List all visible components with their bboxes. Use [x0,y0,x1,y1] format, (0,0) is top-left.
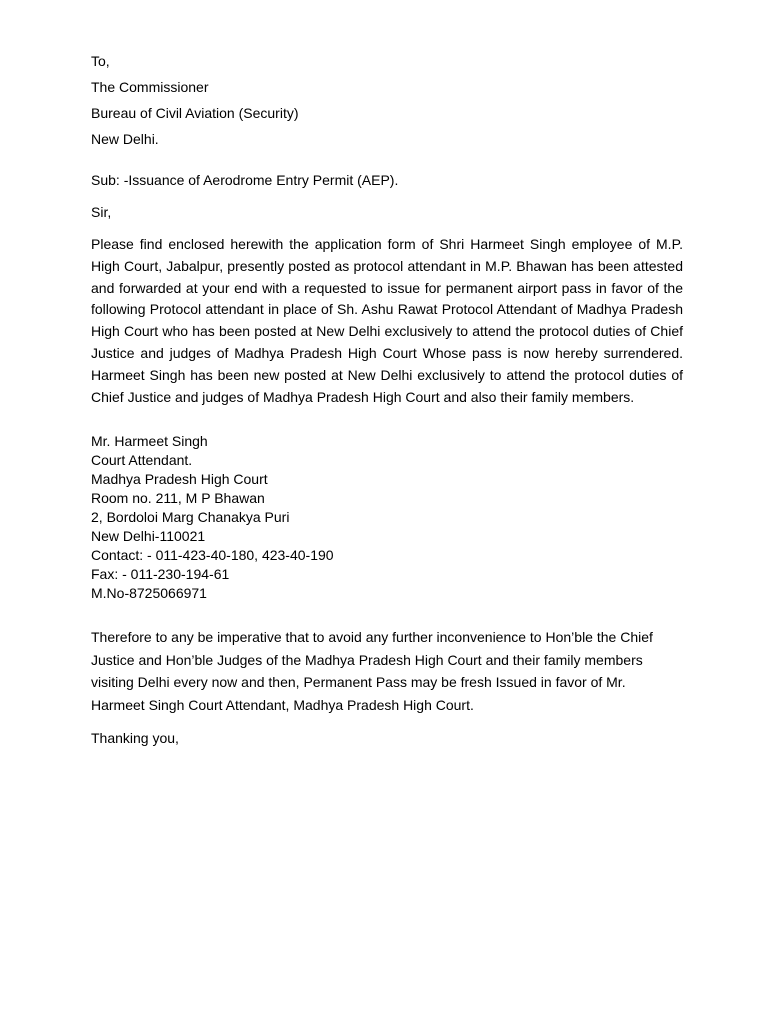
recipient-address-block [91,48,683,152]
contact-room: Room no. 211, M P Bhawan [91,490,265,507]
contact-fax: Fax: - 011-230-194-61 [91,566,230,583]
salutation: Sir, [91,204,112,220]
sign-off: Thanking you, [91,730,179,746]
subject-line: Sub: -Issuance of Aerodrome Entry Permit (AEP). [91,172,399,188]
contact-mobile: M.No-8725066971 [91,585,207,602]
contact-street: 2, Bordoloi Marg Chanakya Puri [91,509,290,526]
recipient-organization: Bureau of Civil Aviation (Security) [91,105,299,121]
body-paragraph: Please find enclosed herewith the application form of Shri Harmeet Singh employee of M.P. High Court, Jabalpur, presently posted as protocol attendant in M.P. Bhawan has been attested and forwarded at your end with a requested to issue for permanent airport pass in favor of the following Protocol attendant in place of Sh. Ashu Rawat Protocol Attendant of Madhya Pradesh High Court who has been posted at New Delhi exclusively to attend the protocol duties of Chief Justice and judges of Madhya Pradesh High Court Whose pass is now hereby surrendered. Harmeet Singh has been new posted at New Delhi exclusively to attend the protocol duties of Chief Justice and judges of Madhya Pradesh High Court and also their family members. [91,236,683,405]
contact-details-block [91,432,683,603]
letter-content [91,48,683,748]
contact-name: Mr. Harmeet Singh [91,433,208,450]
contact-designation: Court Attendant. [91,452,193,469]
contact-phone: Contact: - 011-423-40-180, 423-40-190 [91,547,334,564]
closing-paragraph: Therefore to any be imperative that to avoid any further inconvenience to Hon’ble the Chief Justice and Hon’ble Judges of the Madhya Pradesh High Court and their family members visiting Delhi every now and then, Permanent Pass may be fresh Issued in favor of Mr. Harmeet Singh Court Attendant, Madhya Pradesh High Court. [91,629,653,713]
recipient-city: New Delhi. [91,131,159,147]
recipient-title: The Commissioner [91,79,209,95]
contact-city: New Delhi-110021 [91,528,206,545]
contact-organization: Madhya Pradesh High Court [91,471,268,488]
to-line: To, [91,53,110,69]
